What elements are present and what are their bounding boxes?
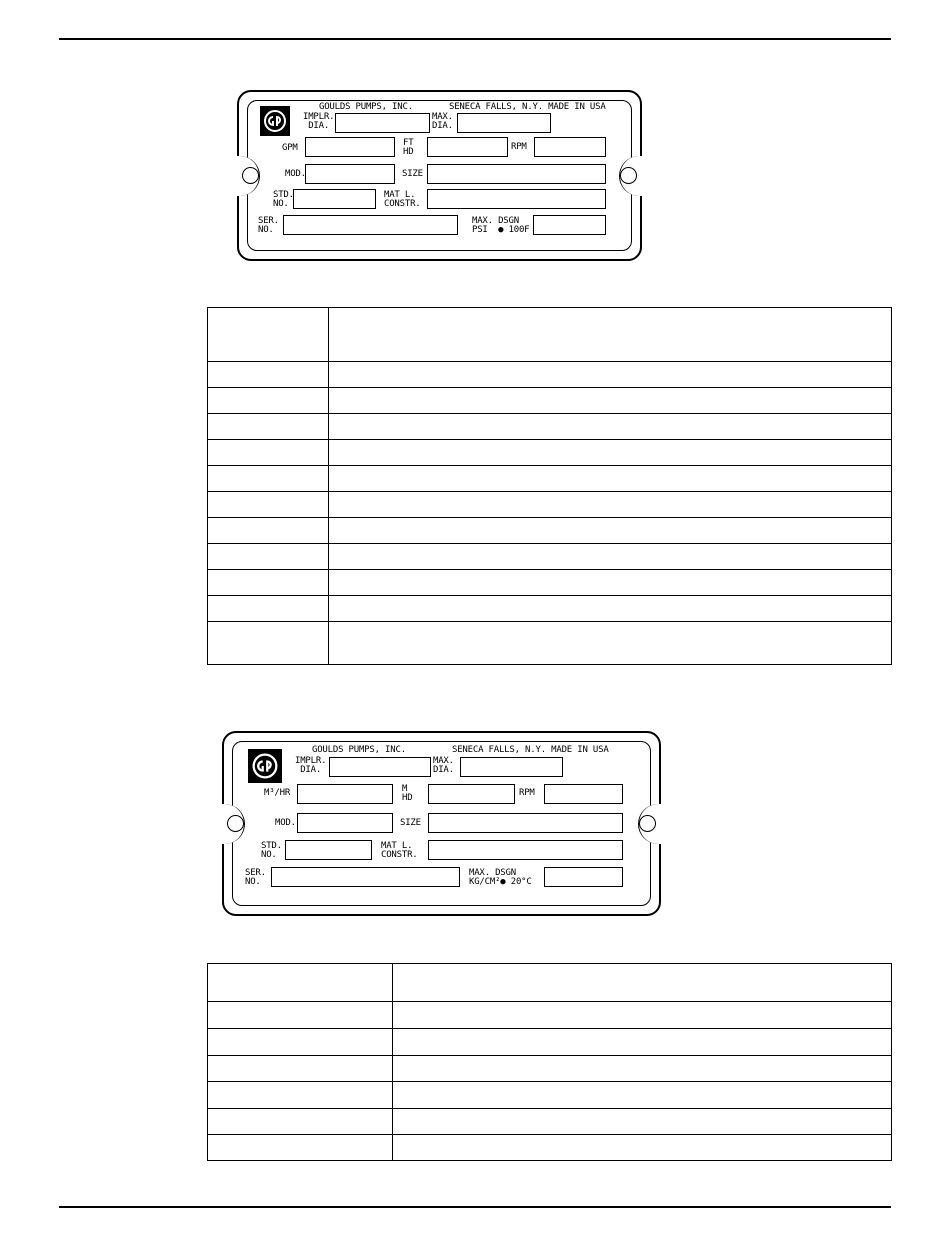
impeller-dia-label: IMPLR. DIA. xyxy=(303,112,335,131)
table-row xyxy=(208,362,892,388)
table-cell xyxy=(329,492,892,518)
table-cell xyxy=(208,362,329,388)
table-cell xyxy=(208,518,329,544)
table-row xyxy=(208,1109,892,1135)
table-row xyxy=(208,1002,892,1029)
table-cell xyxy=(208,440,329,466)
table-row xyxy=(208,622,892,665)
size-label: SIZE xyxy=(400,818,421,828)
size-label: SIZE xyxy=(402,169,423,179)
max-dia-label: MAX. DIA. xyxy=(433,756,454,775)
table-cell xyxy=(329,388,892,414)
rpm-field[interactable] xyxy=(534,137,606,157)
std-no-label: STD. NO. xyxy=(261,841,282,860)
model-field[interactable] xyxy=(305,164,395,184)
rpm-label: RPM xyxy=(511,142,527,152)
table-cell xyxy=(329,544,892,570)
table-cell xyxy=(208,308,329,362)
size-field[interactable] xyxy=(428,813,623,833)
goulds-gp-logo-icon xyxy=(248,749,282,783)
table-header-row xyxy=(208,308,892,362)
maker-location: SENECA FALLS, N.Y. MADE IN USA xyxy=(452,745,609,755)
table-cell xyxy=(208,596,329,622)
table-cell xyxy=(208,1135,393,1161)
table-cell xyxy=(329,440,892,466)
table-row xyxy=(208,414,892,440)
max-dia-field[interactable] xyxy=(457,113,551,133)
head-label: FT HD xyxy=(403,138,414,157)
table-cell xyxy=(329,570,892,596)
table-cell xyxy=(208,388,329,414)
max-design-pressure-field[interactable] xyxy=(533,215,606,235)
table-cell xyxy=(329,362,892,388)
table-cell xyxy=(208,570,329,596)
goulds-gp-logo-icon xyxy=(260,106,290,136)
table-cell xyxy=(329,414,892,440)
table-cell xyxy=(329,622,892,665)
model-label: MOD. xyxy=(285,169,306,179)
table-cell xyxy=(329,308,892,362)
max-dia-field[interactable] xyxy=(460,757,563,777)
table-row xyxy=(208,440,892,466)
rpm-label: RPM xyxy=(519,788,535,798)
std-no-field[interactable] xyxy=(293,189,376,209)
table-cell xyxy=(208,622,329,665)
table-cell xyxy=(393,1109,892,1135)
table-cell xyxy=(208,1082,393,1109)
table-row xyxy=(208,1056,892,1082)
nameplate-metric xyxy=(222,731,661,916)
table-row xyxy=(208,1082,892,1109)
table-row xyxy=(208,388,892,414)
material-construction-field[interactable] xyxy=(428,840,623,860)
mount-hole-left xyxy=(227,815,244,832)
table-header-row xyxy=(208,964,892,1002)
std-no-label: STD. NO. xyxy=(273,190,294,209)
table-cell xyxy=(208,1029,393,1056)
table-cell xyxy=(208,964,393,1002)
top-rule xyxy=(59,38,891,40)
table-cell xyxy=(208,466,329,492)
serial-no-label: SER. NO. xyxy=(245,868,266,887)
table-cell xyxy=(393,1029,892,1056)
maker-location: SENECA FALLS, N.Y. MADE IN USA xyxy=(449,102,606,112)
impeller-dia-field[interactable] xyxy=(335,113,430,133)
flow-label: GPM xyxy=(282,143,298,153)
std-no-field[interactable] xyxy=(285,840,372,860)
table-row xyxy=(208,466,892,492)
bottom-rule xyxy=(59,1206,891,1208)
table-cell xyxy=(329,466,892,492)
material-construction-field[interactable] xyxy=(427,189,606,209)
model-label: MOD. xyxy=(275,818,296,828)
max-design-pressure-label: MAX. DSGN KG/CM²● 20°C xyxy=(469,868,532,887)
table-row xyxy=(208,518,892,544)
nameplate-metric-legend-table xyxy=(207,963,892,1161)
impeller-dia-field[interactable] xyxy=(329,757,431,777)
table-cell xyxy=(208,414,329,440)
rpm-field[interactable] xyxy=(544,784,623,804)
table-cell xyxy=(393,1002,892,1029)
table-cell xyxy=(329,596,892,622)
serial-no-label: SER. NO. xyxy=(258,216,279,235)
maker-name: GOULDS PUMPS, INC. xyxy=(319,102,413,112)
max-design-pressure-label: MAX. DSGN PSI ● 100F xyxy=(472,216,530,235)
mount-hole-left xyxy=(242,167,259,184)
flow-field[interactable] xyxy=(297,784,393,804)
table-cell xyxy=(329,518,892,544)
table-cell xyxy=(393,964,892,1002)
nameplate-us xyxy=(237,90,642,261)
table-cell xyxy=(208,1002,393,1029)
material-construction-label: MAT L. CONSTR. xyxy=(384,190,421,209)
head-label: M HD xyxy=(402,784,413,803)
mount-hole-right xyxy=(639,815,656,832)
table-cell xyxy=(393,1056,892,1082)
impeller-dia-label: IMPLR. DIA. xyxy=(295,756,327,775)
nameplate-us-legend-table xyxy=(207,307,892,665)
table-cell xyxy=(208,1056,393,1082)
serial-no-field[interactable] xyxy=(271,867,460,887)
serial-no-field[interactable] xyxy=(283,215,458,235)
table-cell xyxy=(393,1082,892,1109)
head-field[interactable] xyxy=(428,784,515,804)
table-row xyxy=(208,1029,892,1056)
table-row xyxy=(208,596,892,622)
table-row xyxy=(208,570,892,596)
flow-field[interactable] xyxy=(305,137,395,157)
size-field[interactable] xyxy=(427,164,606,184)
table-cell xyxy=(208,544,329,570)
head-field[interactable] xyxy=(427,137,508,157)
flow-label: M³/HR xyxy=(264,788,291,798)
table-row xyxy=(208,492,892,518)
table-row xyxy=(208,544,892,570)
max-design-pressure-field[interactable] xyxy=(544,867,623,887)
max-dia-label: MAX. DIA. xyxy=(432,112,453,131)
table-cell xyxy=(208,1109,393,1135)
table-row xyxy=(208,1135,892,1161)
table-cell xyxy=(393,1135,892,1161)
maker-name: GOULDS PUMPS, INC. xyxy=(312,745,406,755)
mount-hole-right xyxy=(620,167,637,184)
material-construction-label: MAT L. CONSTR. xyxy=(381,841,418,860)
table-cell xyxy=(208,492,329,518)
model-field[interactable] xyxy=(297,813,393,833)
